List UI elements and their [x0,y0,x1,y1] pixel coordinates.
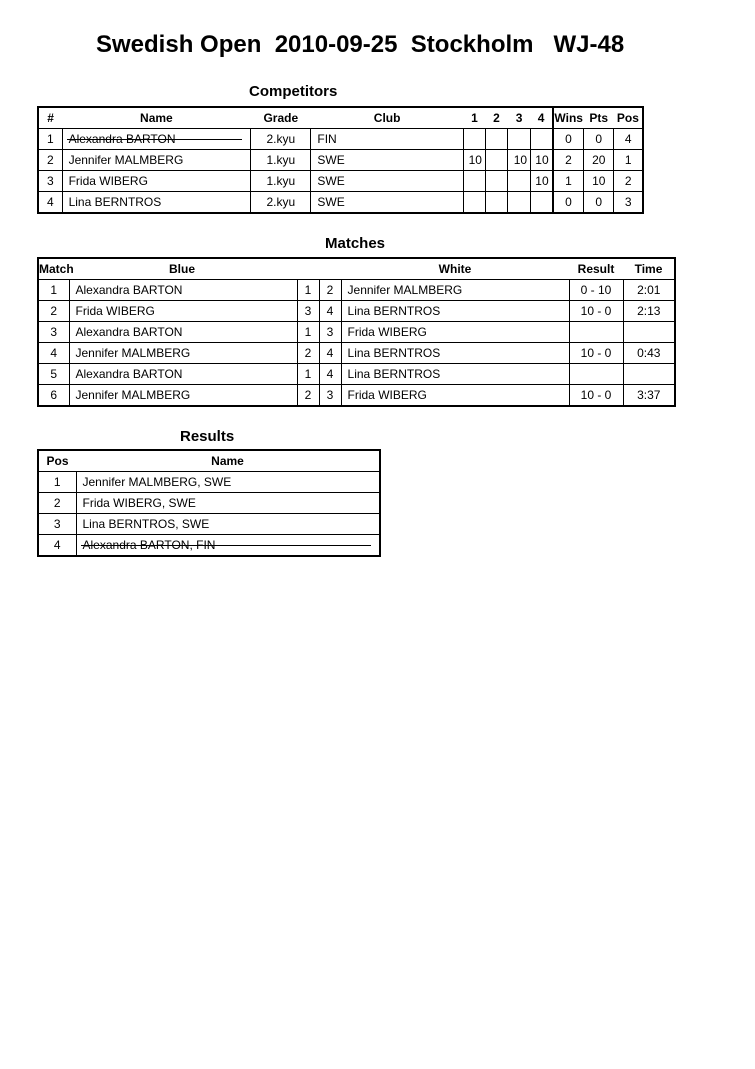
col-m3: 3 [508,107,531,129]
match-row [38,364,675,385]
competitor-pos: 1 [614,150,643,171]
competitor-club: SWE [311,171,464,192]
blue-fighter: Alexandra BARTON [69,364,297,385]
white-number: 4 [319,364,341,385]
col-m4: 4 [531,107,553,129]
match-time: 0:43 [623,343,675,364]
blue-number: 1 [297,322,319,343]
competitors-header-row [38,107,643,129]
competitor-wins: 0 [553,192,584,214]
competitor-m4 [531,129,553,150]
page-title: Swedish Open 2010-09-25 Stockholm WJ-48 [96,31,625,58]
competitor-m2 [485,129,507,150]
white-fighter: Jennifer MALMBERG [341,280,569,301]
competitor-m2 [485,192,507,214]
competitor-wins: 0 [553,129,584,150]
competitor-grade: 1.kyu [251,150,311,171]
competitor-m4: 10 [531,171,553,192]
result-pos: 3 [38,514,76,535]
match-row [38,322,675,343]
competitor-club: FIN [311,129,464,150]
competitor-pos: 4 [614,129,643,150]
competitor-pts: 10 [584,171,614,192]
competitor-m1 [463,192,485,214]
competitor-pos: 3 [614,192,643,214]
match-time: 3:37 [623,385,675,407]
col-wins: Wins [553,107,584,129]
blue-number: 3 [297,301,319,322]
competitor-club: SWE [311,192,464,214]
col-blue: Blue [69,258,341,280]
col-num: # [38,107,62,129]
col-time: Time [623,258,675,280]
competitor-name: Frida WIBERG [62,171,251,192]
competitor-m4: 10 [531,150,553,171]
competitors-heading: Competitors [249,83,338,100]
competitor-pts: 20 [584,150,614,171]
match-result: 10 - 0 [569,385,623,407]
col-match: Match [38,258,69,280]
competitor-m4 [531,192,553,214]
competitor-grade: 2.kyu [251,129,311,150]
blue-fighter: Jennifer MALMBERG [69,343,297,364]
competitor-pts: 0 [584,192,614,214]
competitor-m2 [485,171,507,192]
white-fighter: Lina BERNTROS [341,364,569,385]
match-result: 0 - 10 [569,280,623,301]
competitor-num: 3 [38,171,62,192]
competitor-wins: 1 [553,171,584,192]
result-row [38,535,380,557]
match-time: 2:13 [623,301,675,322]
competitor-num: 4 [38,192,62,214]
col-white: White [341,258,569,280]
match-number: 2 [38,301,69,322]
competitor-m1 [463,129,485,150]
match-number: 4 [38,343,69,364]
result-row [38,514,380,535]
competitor-row [38,171,643,192]
match-result [569,364,623,385]
white-number: 3 [319,322,341,343]
competitor-wins: 2 [553,150,584,171]
col-pts: Pts [584,107,614,129]
result-name: Lina BERNTROS, SWE [76,514,380,535]
match-row [38,280,675,301]
matches-heading: Matches [325,235,386,252]
competitor-m1 [463,171,485,192]
match-time [623,322,675,343]
competitor-grade: 1.kyu [251,171,311,192]
results-header-row [38,450,380,472]
white-number: 4 [319,301,341,322]
white-number: 4 [319,343,341,364]
competitor-name: Jennifer MALMBERG [62,150,251,171]
col-grade: Grade [251,107,311,129]
matches-table [37,257,676,407]
competitor-m3 [508,192,531,214]
match-time: 2:01 [623,280,675,301]
col-result: Result [569,258,623,280]
col-result-pos: Pos [38,450,76,472]
competitor-pos: 2 [614,171,643,192]
blue-number: 2 [297,343,319,364]
col-m2: 2 [485,107,507,129]
blue-fighter: Frida WIBERG [69,301,297,322]
result-pos: 2 [38,493,76,514]
competitor-row [38,129,643,150]
matches-header-row [38,258,675,280]
white-fighter: Frida WIBERG [341,385,569,407]
match-result: 10 - 0 [569,301,623,322]
result-row [38,472,380,493]
result-pos: 1 [38,472,76,493]
result-pos: 4 [38,535,76,557]
result-name: Jennifer MALMBERG, SWE [76,472,380,493]
result-name: Alexandra BARTON, FIN [76,535,380,557]
blue-fighter: Alexandra BARTON [69,322,297,343]
competitor-row [38,192,643,214]
match-number: 6 [38,385,69,407]
col-result-name: Name [76,450,380,472]
col-club: Club [311,107,464,129]
competitor-m3 [508,129,531,150]
competitor-name: Alexandra BARTON [62,129,251,150]
match-number: 3 [38,322,69,343]
col-pos: Pos [614,107,643,129]
competitor-num: 2 [38,150,62,171]
blue-number: 1 [297,364,319,385]
competitor-m1: 10 [463,150,485,171]
competitor-row [38,150,643,171]
blue-fighter: Alexandra BARTON [69,280,297,301]
competitor-grade: 2.kyu [251,192,311,214]
competitor-m3 [508,171,531,192]
results-table [37,449,381,557]
match-time [623,364,675,385]
competitor-m2 [485,150,507,171]
result-name: Frida WIBERG, SWE [76,493,380,514]
white-fighter: Lina BERNTROS [341,343,569,364]
match-number: 5 [38,364,69,385]
competitor-pts: 0 [584,129,614,150]
white-fighter: Lina BERNTROS [341,301,569,322]
blue-fighter: Jennifer MALMBERG [69,385,297,407]
col-m1: 1 [463,107,485,129]
competitors-table [37,106,644,214]
result-row [38,493,380,514]
match-result: 10 - 0 [569,343,623,364]
competitor-num: 1 [38,129,62,150]
competitor-club: SWE [311,150,464,171]
match-row [38,301,675,322]
white-number: 2 [319,280,341,301]
white-fighter: Frida WIBERG [341,322,569,343]
match-row [38,343,675,364]
match-result [569,322,623,343]
competitor-m3: 10 [508,150,531,171]
results-heading: Results [180,428,235,445]
blue-number: 1 [297,280,319,301]
match-number: 1 [38,280,69,301]
blue-number: 2 [297,385,319,407]
competitor-name: Lina BERNTROS [62,192,251,214]
white-number: 3 [319,385,341,407]
col-name: Name [62,107,251,129]
match-row [38,385,675,407]
